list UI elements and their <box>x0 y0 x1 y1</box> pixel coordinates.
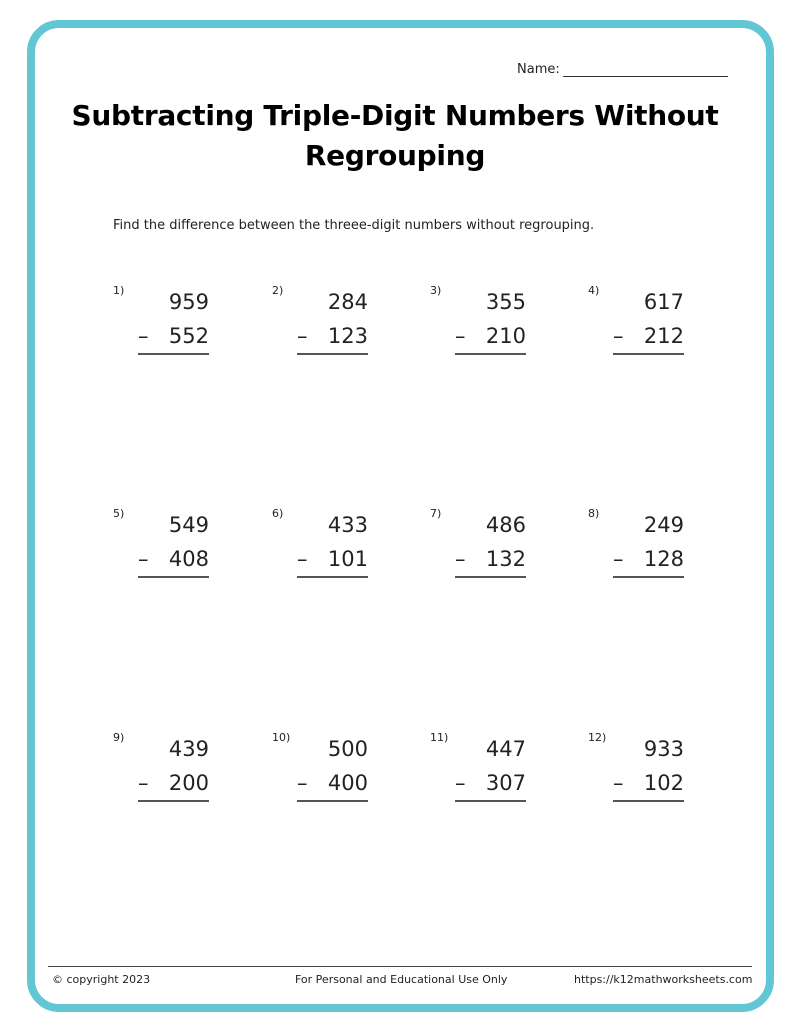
minuend: 355 <box>485 290 526 314</box>
answer-line[interactable] <box>455 576 526 578</box>
minus-sign: – <box>613 324 624 348</box>
answer-line[interactable] <box>455 353 526 355</box>
problem-number: 7) <box>430 507 442 520</box>
minuend: 933 <box>643 737 684 761</box>
problem-6 <box>272 507 368 587</box>
footer-usage: For Personal and Educational Use Only <box>295 973 508 986</box>
subtrahend: 132 <box>485 547 526 571</box>
name-field <box>517 62 728 77</box>
subtrahend-row <box>455 547 526 571</box>
answer-line[interactable] <box>138 353 209 355</box>
problem-number: 4) <box>588 284 600 297</box>
problem-9 <box>113 731 209 811</box>
subtrahend-row <box>613 771 684 795</box>
subtrahend: 212 <box>643 324 684 348</box>
minuend: 439 <box>168 737 209 761</box>
subtrahend-row <box>613 547 684 571</box>
subtrahend: 101 <box>327 547 368 571</box>
subtrahend: 123 <box>327 324 368 348</box>
subtrahend: 102 <box>643 771 684 795</box>
minuend: 447 <box>485 737 526 761</box>
footer-url: https://k12mathworksheets.com <box>574 973 753 986</box>
minus-sign: – <box>138 324 149 348</box>
problem-number: 2) <box>272 284 284 297</box>
problem-7 <box>430 507 526 587</box>
name-label: Name: <box>517 62 560 77</box>
subtrahend: 552 <box>168 324 209 348</box>
minus-sign: – <box>613 547 624 571</box>
answer-line[interactable] <box>613 576 684 578</box>
problem-10 <box>272 731 368 811</box>
name-blank-line[interactable] <box>563 64 728 77</box>
problem-1 <box>113 284 209 364</box>
subtrahend: 210 <box>485 324 526 348</box>
answer-line[interactable] <box>613 353 684 355</box>
subtrahend-row <box>455 771 526 795</box>
minus-sign: – <box>138 547 149 571</box>
subtrahend: 128 <box>643 547 684 571</box>
problem-number: 5) <box>113 507 125 520</box>
problem-number: 11) <box>430 731 449 744</box>
problem-number: 12) <box>588 731 607 744</box>
problem-number: 8) <box>588 507 600 520</box>
instructions: Find the difference between the threee-digit numbers without regrouping. <box>113 218 595 233</box>
problem-8 <box>588 507 684 587</box>
problem-number: 10) <box>272 731 291 744</box>
problem-number: 1) <box>113 284 125 297</box>
minus-sign: – <box>455 771 466 795</box>
minus-sign: – <box>455 324 466 348</box>
problem-2 <box>272 284 368 364</box>
subtrahend: 307 <box>485 771 526 795</box>
problem-5 <box>113 507 209 587</box>
answer-line[interactable] <box>297 576 368 578</box>
worksheet-title: Subtracting Triple-Digit Numbers Without Regrouping <box>71 99 719 172</box>
minus-sign: – <box>613 771 624 795</box>
minus-sign: – <box>297 547 308 571</box>
minus-sign: – <box>297 771 308 795</box>
subtrahend-row <box>613 324 684 348</box>
subtrahend: 408 <box>168 547 209 571</box>
minus-sign: – <box>455 547 466 571</box>
minuend: 249 <box>643 513 684 537</box>
minuend: 284 <box>327 290 368 314</box>
minuend: 549 <box>168 513 209 537</box>
answer-line[interactable] <box>455 800 526 802</box>
subtrahend-row <box>297 547 368 571</box>
minus-sign: – <box>138 771 149 795</box>
problem-3 <box>430 284 526 364</box>
answer-line[interactable] <box>613 800 684 802</box>
minuend: 433 <box>327 513 368 537</box>
problem-11 <box>430 731 526 811</box>
minuend: 959 <box>168 290 209 314</box>
problem-number: 3) <box>430 284 442 297</box>
subtrahend-row <box>297 771 368 795</box>
problem-12 <box>588 731 684 811</box>
answer-line[interactable] <box>138 800 209 802</box>
answer-line[interactable] <box>297 353 368 355</box>
problem-4 <box>588 284 684 364</box>
footer-divider <box>48 966 752 967</box>
subtrahend-row <box>455 324 526 348</box>
subtrahend-row <box>138 324 209 348</box>
subtrahend-row <box>297 324 368 348</box>
footer-copyright: © copyright 2023 <box>52 973 151 986</box>
minuend: 486 <box>485 513 526 537</box>
minuend: 500 <box>327 737 368 761</box>
minus-sign: – <box>297 324 308 348</box>
subtrahend-row <box>138 771 209 795</box>
answer-line[interactable] <box>297 800 368 802</box>
answer-line[interactable] <box>138 576 209 578</box>
subtrahend-row <box>138 547 209 571</box>
subtrahend: 400 <box>327 771 368 795</box>
problem-number: 9) <box>113 731 125 744</box>
subtrahend: 200 <box>168 771 209 795</box>
problem-number: 6) <box>272 507 284 520</box>
minuend: 617 <box>643 290 684 314</box>
